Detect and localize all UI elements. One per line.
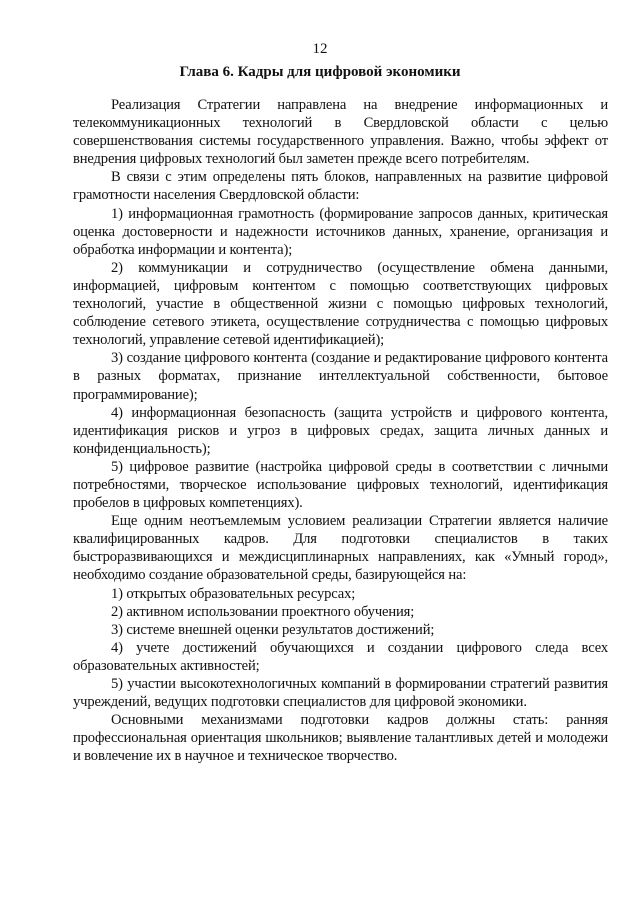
paragraph-mechanisms: Основными механизмами подготовки кадров должны стать: ранняя профессиональная ориентация школьников; выявление талантливых детей и молодежи и вовлечение их в научное и техническое творчество. (73, 712, 608, 765)
list-item-digital-development: 5) цифровое развитие (настройка цифровой среды в соответствии с личными потребностями, творческое использование цифровых технологий, идентификация пробелов в цифровых компетенциях). (73, 458, 608, 512)
list-item-communication: 2) коммуникации и сотрудничество (осуществление обмена данными, информацией, цифровым контентом с помощью соответствующих цифровых технологий, участие в общественной жизни с помощью цифровых технологий, соблюдение сетевого этикета, осуществление сотрудничества с помощью цифровых технологий, управление сетевой идентификацией); (73, 259, 608, 349)
paragraph-blocks-lead: В связи с этим определены пять блоков, направленных на развитие цифровой грамотности населения Свердловской области: (73, 169, 608, 204)
list-item-digital-footprint: 4) учете достижений обучающихся и создании цифрового следа всех образовательных активностей; (73, 639, 608, 674)
list-item-information-security: 4) информационная безопасность (защита устройств и цифрового контента, идентификация рисков и угроз в цифровых средах, защита личных данных и конфиденциальность); (73, 404, 608, 457)
page-number: 12 (312, 41, 328, 57)
list-item-content-creation: 3) создание цифрового контента (создание и редактирование цифрового контента в разных форматах, признание интеллектуальной собственности, бытовое программирование); (73, 350, 608, 403)
list-item-company-participation: 5) участии высокотехнологичных компаний в формировании стратегий развития учреждений, ведущих подготовки специалистов для цифровой экономики. (73, 676, 608, 711)
paragraph-qualified-personnel: Еще одним неотъемлемым условием реализации Стратегии является наличие квалифицированных кадров. Для подготовки специалистов в таких быстроразвивающихся и междисциплинарных направлениях, как «Умный город», необходимо создание образовательной среды, базирующейся на: (73, 513, 608, 584)
list-item-open-resources: 1) открытых образовательных ресурсах; (111, 585, 356, 602)
paragraph-intro: Реализация Стратегии направлена на внедрение информационных и телекоммуникационных технологий в Свердловской области с целью совершенствования системы государственного управления. Важно, чтобы эффект от внедрения цифровых технологий был заметен прежде всего потребителям. (73, 97, 608, 168)
chapter-title: Глава 6. Кадры для цифровой экономики (179, 64, 461, 80)
list-item-external-assessment: 3) системе внешней оценки результатов достижений; (111, 621, 435, 638)
list-item-information-literacy: 1) информационная грамотность (формирование запросов данных, критическая оценка достоверности и надежности источников данных, хранение, организация и обработка информации и контента); (73, 205, 608, 258)
body-text (73, 96, 608, 765)
list-item-project-learning: 2) активном использовании проектного обучения; (111, 603, 415, 620)
